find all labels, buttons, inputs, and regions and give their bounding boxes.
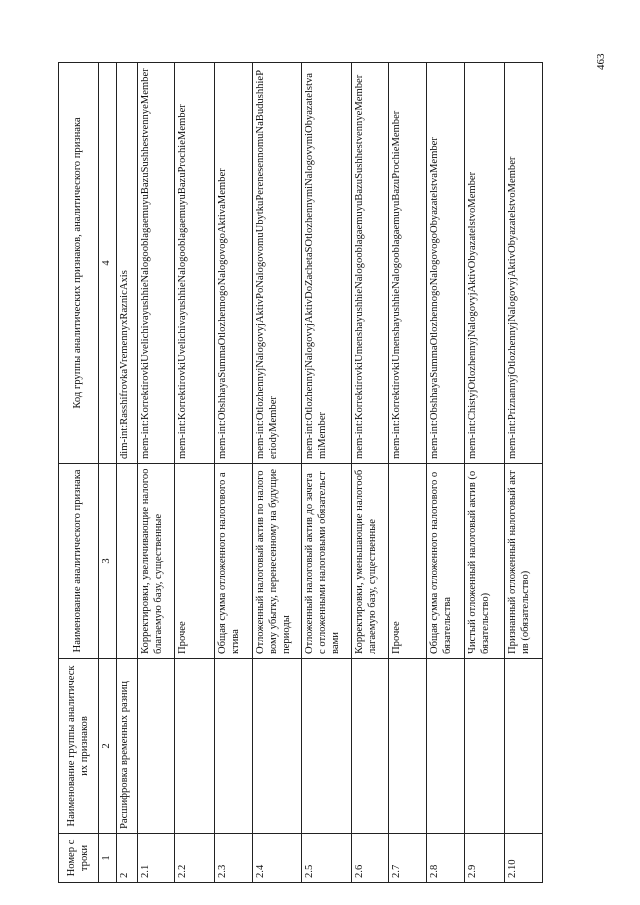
code: mem-int:ObshhayaSummaOtlozhennogoNalogovogoObyazatelstvaMember [426, 63, 464, 464]
group-name [351, 659, 388, 834]
row-number: 2.5 [301, 834, 351, 883]
group-name [426, 659, 464, 834]
code: mem-int:PriznannyjOtlozhennyjNalogovyjAktivObyazatelstvoMember [504, 63, 542, 464]
group-name [504, 659, 542, 834]
group-name [174, 659, 214, 834]
row-number: 2.10 [504, 834, 542, 883]
rotated-page-content [58, 63, 531, 883]
row-number: 2.3 [214, 834, 252, 883]
group-name [301, 659, 351, 834]
group-name [252, 659, 301, 834]
table-row [252, 63, 301, 883]
feature-name: Признанный отложенный налоговый актив (обязательство) [504, 464, 542, 659]
column-number: 1 [99, 834, 117, 883]
group-name [388, 659, 426, 834]
row-number: 2.8 [426, 834, 464, 883]
code: mem-int:ObshhayaSummaOtlozhennogoNalogovogoAktivaMember [214, 63, 252, 464]
row-number: 2.1 [137, 834, 174, 883]
code: mem-int:OtlozhennyjNalogovyjAktivDoZachetaSOtlozhennymiNalogovymiObyazatelstvamiMember [301, 63, 351, 464]
code: mem-int:KorrektirovkiUmenshayushhieNalogooblagaemuyuBazuProchieMember [388, 63, 426, 464]
header-code: Код группы аналитических признаков, аналитического признака [59, 63, 99, 464]
section-row [116, 63, 137, 883]
table-row [174, 63, 214, 883]
analytic-features-table [58, 62, 543, 883]
group-name: Расшифровка временных разниц [116, 659, 137, 834]
header-row-number: Номер строки [59, 834, 99, 883]
table-row [214, 63, 252, 883]
column-number: 4 [99, 63, 117, 464]
row-number: 2.9 [464, 834, 504, 883]
feature-name [116, 464, 137, 659]
table-header-row [59, 63, 99, 883]
table-row [426, 63, 464, 883]
column-number: 3 [99, 464, 117, 659]
code: mem-int:OtlozhennyjNalogovyjAktivPoNalogovomuUbytkuPerenesennomuNaBudushhiePeriodyMember [252, 63, 301, 464]
table-row [351, 63, 388, 883]
group-name [464, 659, 504, 834]
feature-name: Чистый отложенный налоговый актив (обязательство) [464, 464, 504, 659]
group-name [137, 659, 174, 834]
code: mem-int:ChistyjOtlozhennyjNalogovyjAktivObyazatelstvoMember [464, 63, 504, 464]
code: dim-int:RasshifrovkaVremennyxRaznicAxis [116, 63, 137, 464]
feature-name: Прочее [174, 464, 214, 659]
row-number: 2.4 [252, 834, 301, 883]
row-number: 2.6 [351, 834, 388, 883]
feature-name: Общая сумма отложенного налогового актива [214, 464, 252, 659]
column-number-row [99, 63, 117, 883]
row-number: 2.7 [388, 834, 426, 883]
code: mem-int:KorrektirovkiUvelichivayushhieNalogooblagaemuyuBazuSushhestvennyeMember [137, 63, 174, 464]
page-number: 463 [595, 53, 607, 70]
feature-name: Отложенный налоговый актив до зачета с отложенными налоговыми обязательствами [301, 464, 351, 659]
row-number: 2.2 [174, 834, 214, 883]
feature-name: Отложенный налоговый актив по налоговому убытку, перенесенному на будущие периоды [252, 464, 301, 659]
table-row [464, 63, 504, 883]
feature-name: Корректировки, увеличивающие налогооблагаемую базу, существенные [137, 464, 174, 659]
code: mem-int:KorrektirovkiUvelichivayushhieNalogooblagaemuyuBazuProchieMember [174, 63, 214, 464]
feature-name: Общая сумма отложенного налогового обязательства [426, 464, 464, 659]
table-row [504, 63, 542, 883]
row-number: 2 [116, 834, 137, 883]
header-group-name: Наименование группы аналитических признаков [59, 659, 99, 834]
table-row [137, 63, 174, 883]
header-feature-name: Наименование аналитического признака [59, 464, 99, 659]
feature-name: Корректировки, уменьшающие налогооблагаемую базу, существенные [351, 464, 388, 659]
table-row [388, 63, 426, 883]
feature-name: Прочее [388, 464, 426, 659]
group-name [214, 659, 252, 834]
code: mem-int:KorrektirovkiUmenshayushhieNalogooblagaemuyuBazuSushhestvennyeMember [351, 63, 388, 464]
table-row [301, 63, 351, 883]
column-number: 2 [99, 659, 117, 834]
